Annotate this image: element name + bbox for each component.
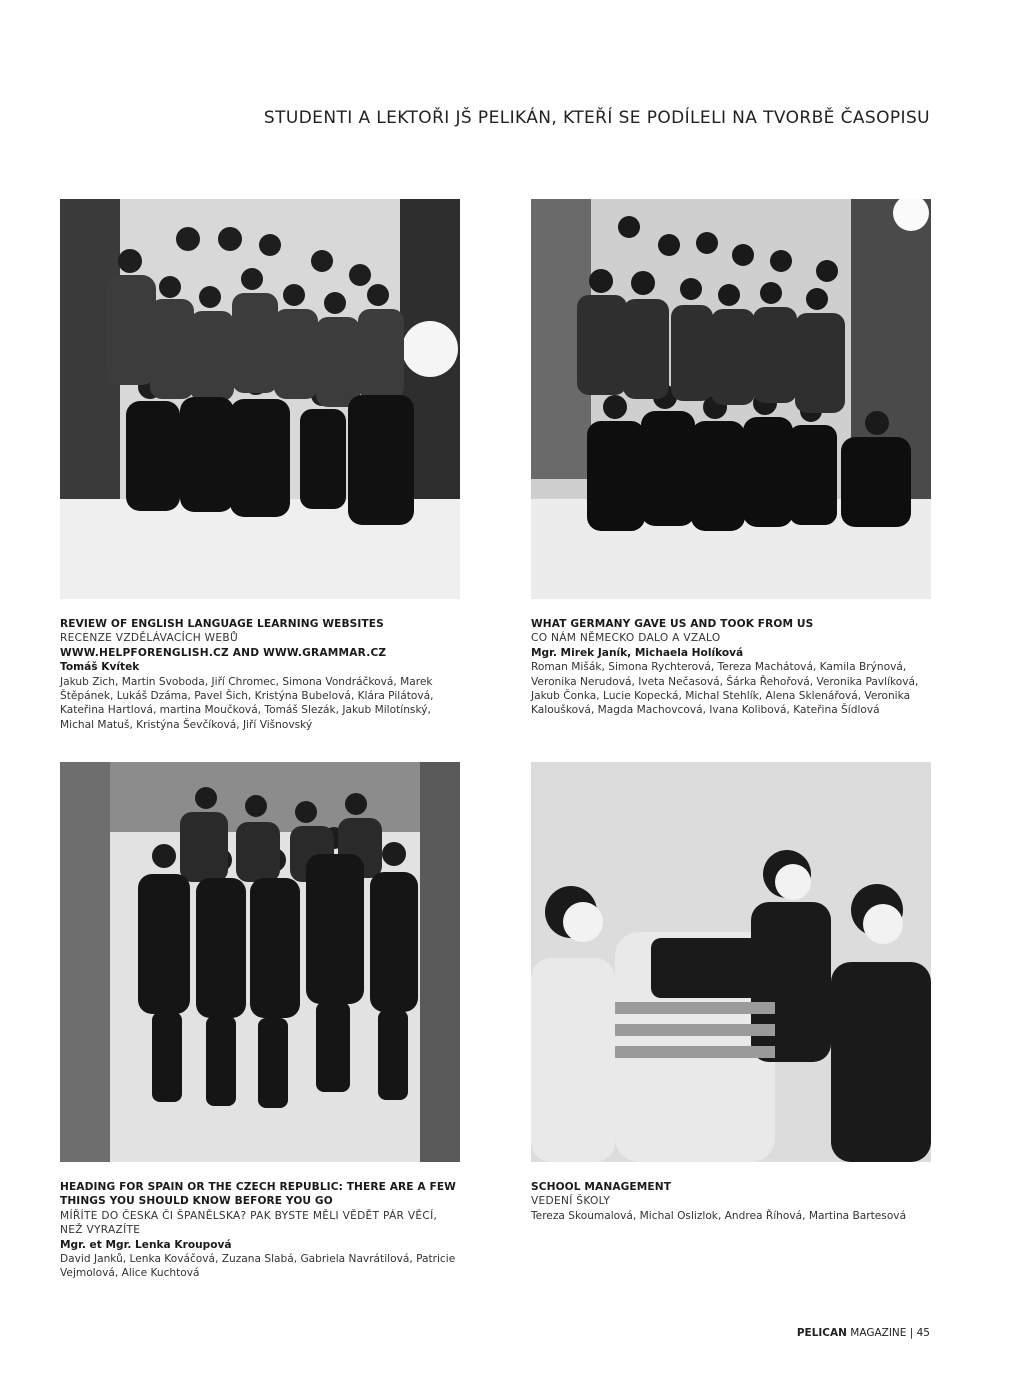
article-block-germany (531, 199, 931, 718)
article-block-school-management (531, 762, 931, 1223)
article-heading: REVIEW OF ENGLISH LANGUAGE LEARNING WEBSITES (60, 618, 384, 630)
footer-brand: PELICAN (796, 1327, 847, 1339)
article-subtitle: MÍŘÍTE DO ČESKA ČI ŠPANĚLSKA? PAK BYSTE MĚLI VĚDĚT PÁR VĚCÍ, NEŽ VYRAZÍTE (60, 1209, 438, 1237)
article-subtitle: RECENZE VZDĚLÁVACÍCH WEBŮ (60, 632, 239, 645)
group-photo-spain-image (60, 762, 460, 1162)
group-photo-school-management-image (531, 762, 931, 1162)
article-heading: HEADING FOR SPAIN OR THE CZECH REPUBLIC: THERE ARE A FEW THINGS YOU SHOULD KNOW BEFORE YOU GO (60, 1181, 456, 1208)
article-author: Tomáš Kvítek (60, 661, 140, 674)
group-photo-germany-image (531, 199, 931, 599)
page-footer (797, 1327, 930, 1339)
article-contributors: Tereza Skoumalová, Michal Oslizlok, Andrea Říhová, Martina Bartesová (531, 1209, 907, 1222)
article-heading: SCHOOL MANAGEMENT (531, 1181, 672, 1193)
article-website: WWW.HELPFORENGLISH.CZ AND WWW.GRAMMAR.CZ (60, 646, 387, 659)
group-photo-websites (60, 199, 460, 599)
article-contributors: Jakub Zich, Martin Svoboda, Jiří Chromec, Simona Vondráčková, Marek Štěpánek, Lukáš Dzáma, Pavel Šich, Kristýna Bubelová, Klára Pilátová, Kateřina Hartlová, martina Moučková, Tomáš Slezák, Jakub Milotínský, Michal Matuš, Kristýna Ševčíková, Jiří Višnovský (60, 675, 434, 731)
group-photo-websites-image (60, 199, 460, 599)
article-author: Mgr. Mirek Janík, Michaela Holíková (531, 646, 744, 659)
article-contributors: David Janků, Lenka Kováčová, Zuzana Slabá, Gabriela Navrátilová, Patricie Vejmolová, Alice Kuchtová (60, 1253, 456, 1280)
article-subtitle: VEDENÍ ŠKOLY (531, 1195, 611, 1208)
article-block-websites (60, 199, 460, 732)
group-photo-germany (531, 199, 931, 599)
article-contributors: Roman Mišák, Simona Rychterová, Tereza Machátová, Kamila Brýnová, Veronika Nerudová, Iveta Nečasová, Šárka Řehořová, Veronika Pavlíková, Jakub Čonka, Lucie Kopecká, Michal Stehlík, Alena Sklenářová, Veronika Kaloušková, Magda Machovcová, Ivana Kolibová, Kateřina Šídlová (531, 661, 919, 717)
article-heading: WHAT GERMANY GAVE US AND TOOK FROM US (531, 618, 814, 630)
article-subtitle: CO NÁM NĚMECKO DALO A VZALO (531, 632, 721, 645)
article-block-spain (60, 762, 460, 1281)
group-photo-spain (60, 762, 460, 1162)
article-author: Mgr. et Mgr. Lenka Kroupová (60, 1238, 232, 1251)
group-photo-school-management (531, 762, 931, 1162)
footer-page-number: MAGAZINE | 45 (846, 1327, 930, 1339)
page-title: STUDENTI A LEKTOŘI JŠ PELIKÁN, KTEŘÍ SE PODÍLELI NA TVORBĚ ČASOPISU (263, 108, 930, 128)
